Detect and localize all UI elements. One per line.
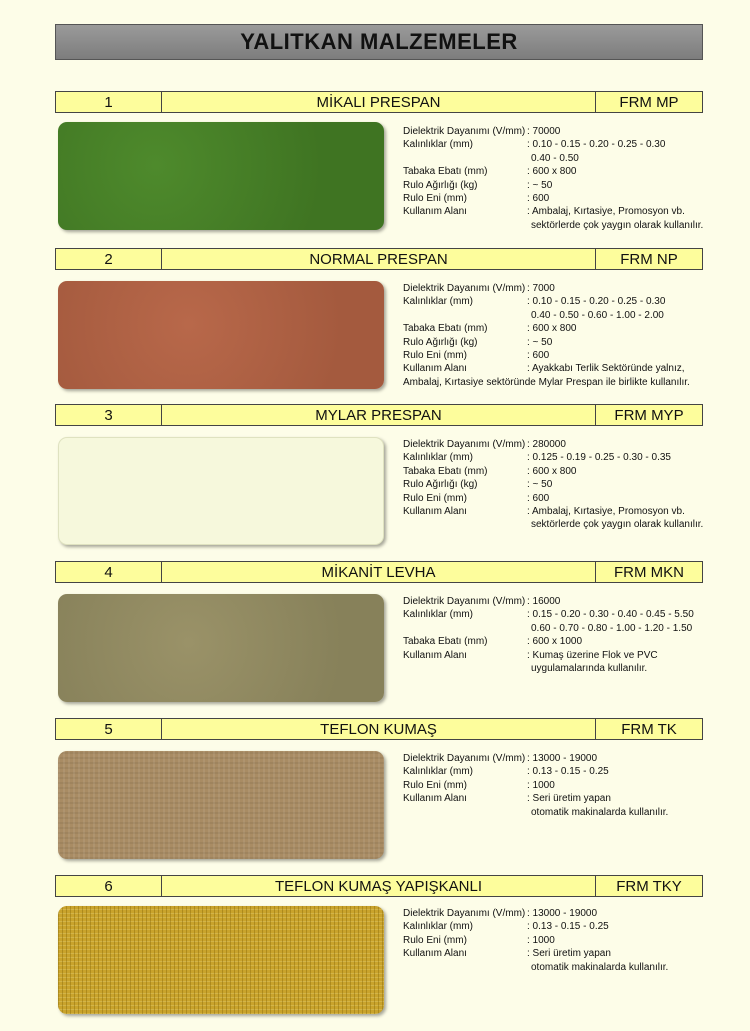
spec-label: Kullanım Alanı [403, 363, 467, 375]
spec-value: : 1000 [527, 934, 555, 946]
product-section-6 [55, 875, 703, 973]
spec-continuation: uygulamalarında kullanılır. [531, 663, 648, 675]
spec-row [403, 451, 713, 464]
product-section-4 [55, 561, 703, 675]
spec-label: Tabaka Ebatı (mm) [403, 636, 488, 648]
spec-continuation: otomatik makinalarda kullanılır. [531, 806, 669, 818]
spec-row [403, 492, 713, 505]
spec-row [403, 336, 713, 349]
spec-row [403, 295, 713, 308]
spec-label: Kalınlıklar (mm) [403, 139, 474, 151]
spec-row [403, 362, 713, 375]
spec-row [403, 322, 713, 335]
spec-row [403, 282, 713, 295]
spec-list [403, 752, 713, 819]
product-header [55, 875, 703, 897]
spec-label: Tabaka Ebatı (mm) [403, 465, 488, 477]
spec-label: Rulo Eni (mm) [403, 934, 467, 946]
spec-value: : Seri üretim yapan [527, 948, 611, 960]
spec-label: Kullanım Alanı [403, 948, 467, 960]
spec-value: : ~ 50 [527, 179, 553, 191]
product-code: FRM TK [621, 720, 677, 738]
spec-label: Tabaka Ebatı (mm) [403, 323, 488, 335]
spec-value: : ~ 50 [527, 479, 553, 491]
spec-row [403, 649, 713, 662]
spec-value: : 0.10 - 0.15 - 0.20 - 0.25 - 0.30 [527, 139, 666, 151]
product-section-1 [55, 91, 704, 231]
spec-value: : 600 [527, 193, 550, 205]
product-section-2 [55, 248, 703, 388]
product-code: FRM MYP [614, 406, 684, 424]
spec-row [403, 505, 713, 518]
spec-list [403, 125, 713, 232]
product-number: 6 [56, 876, 162, 896]
spec-row [403, 635, 713, 648]
spec-row [403, 920, 713, 933]
spec-label: Kullanım Alanı [403, 649, 467, 661]
product-code: FRM MKN [614, 563, 684, 581]
product-number: 5 [56, 719, 162, 739]
product-header [55, 718, 703, 740]
spec-row [403, 934, 713, 947]
material-swatch [58, 281, 384, 389]
spec-row [403, 125, 713, 138]
spec-row [403, 138, 713, 151]
product-name: NORMAL PRESPAN [162, 249, 596, 269]
page-title: YALITKAN MALZEMELER [55, 24, 703, 60]
spec-label: Rulo Eni (mm) [403, 779, 467, 791]
spec-list [403, 282, 713, 389]
spec-label: Dielektrik Dayanımı (V/mm) [403, 753, 526, 764]
spec-value: : 7000 [527, 283, 555, 294]
spec-list [403, 438, 713, 532]
spec-row [403, 595, 713, 608]
spec-value: : 1000 [527, 779, 555, 791]
spec-value: : 0.15 - 0.20 - 0.30 - 0.40 - 0.45 - 5.50 [527, 609, 694, 621]
spec-label: Dielektrik Dayanımı (V/mm) [403, 908, 526, 919]
spec-label: Kalınlıklar (mm) [403, 452, 474, 464]
spec-label: Kalınlıklar (mm) [403, 609, 474, 621]
spec-label: Kullanım Alanı [403, 793, 467, 805]
spec-value: : 0.13 - 0.15 - 0.25 [527, 921, 609, 933]
product-header [55, 91, 703, 113]
spec-value: : 0.10 - 0.15 - 0.20 - 0.25 - 0.30 [527, 296, 666, 308]
spec-row [403, 779, 713, 792]
product-header [55, 404, 703, 426]
spec-row [403, 438, 713, 451]
product-header [55, 561, 703, 583]
spec-value: : 13000 - 19000 [527, 753, 598, 764]
spec-value: : 280000 [527, 439, 566, 450]
spec-row [403, 192, 713, 205]
spec-value: : 600 [527, 350, 550, 362]
spec-label: Rulo Ağırlığı (kg) [403, 336, 478, 348]
spec-row [403, 349, 713, 362]
spec-list [403, 595, 713, 675]
product-code: FRM TKY [616, 877, 682, 895]
spec-continuation: 0.60 - 0.70 - 0.80 - 1.00 - 1.20 - 1.50 [531, 622, 693, 634]
spec-label: Dielektrik Dayanımı (V/mm) [403, 283, 526, 294]
spec-value: : 600 x 1000 [527, 636, 583, 648]
spec-value: : 70000 [527, 126, 561, 137]
spec-row [403, 465, 713, 478]
spec-value: : Ambalaj, Kırtasiye, Promosyon vb. [527, 506, 685, 518]
spec-row [403, 907, 713, 920]
spec-label: Rulo Eni (mm) [403, 193, 467, 205]
spec-continuation: 0.40 - 0.50 [531, 152, 579, 164]
spec-continuation: sektörlerde çok yaygın olarak kullanılır. [531, 519, 704, 531]
product-name: TEFLON KUMAŞ [162, 719, 596, 739]
spec-value: : ~ 50 [527, 336, 553, 348]
product-number: 4 [56, 562, 162, 582]
product-number: 1 [56, 92, 162, 112]
spec-value: : Seri üretim yapan [527, 793, 611, 805]
spec-label: Rulo Ağırlığı (kg) [403, 479, 478, 491]
product-header [55, 248, 703, 270]
spec-row [403, 752, 713, 765]
spec-label: Kalınlıklar (mm) [403, 766, 474, 778]
product-name: MYLAR PRESPAN [162, 405, 596, 425]
spec-value: : Ambalaj, Kırtasiye, Promosyon vb. [527, 206, 685, 218]
material-swatch [58, 122, 384, 230]
spec-value: : Kumaş üzerine Flok ve PVC [527, 649, 658, 661]
spec-value: : 13000 - 19000 [527, 908, 598, 919]
spec-continuation: sektörlerde çok yaygın olarak kullanılır. [531, 219, 704, 231]
product-section-3 [55, 404, 704, 531]
product-name: MİKALI PRESPAN [162, 92, 596, 112]
spec-value: : 0.125 - 0.19 - 0.25 - 0.30 - 0.35 [527, 452, 671, 464]
spec-label: Kalınlıklar (mm) [403, 921, 474, 933]
product-section-5 [55, 718, 703, 818]
product-code: FRM MP [619, 93, 679, 111]
spec-value: : Ayakkabı Terlik Sektöründe yalnız, [527, 363, 685, 375]
spec-row [403, 165, 713, 178]
spec-label: Kullanım Alanı [403, 506, 467, 518]
spec-label: Rulo Ağırlığı (kg) [403, 179, 478, 191]
spec-label: Dielektrik Dayanımı (V/mm) [403, 439, 526, 450]
material-swatch [58, 906, 384, 1014]
spec-row [403, 792, 713, 805]
spec-row [403, 179, 713, 192]
product-code: FRM NP [620, 250, 678, 268]
spec-label: Dielektrik Dayanımı (V/mm) [403, 126, 526, 137]
spec-row [403, 478, 713, 491]
spec-value: : 600 [527, 492, 550, 504]
spec-list [403, 907, 713, 974]
material-swatch [58, 751, 384, 859]
material-swatch [58, 437, 384, 545]
spec-continuation: 0.40 - 0.50 - 0.60 - 1.00 - 2.00 [531, 309, 664, 321]
spec-row [403, 608, 713, 621]
spec-note: Ambalaj, Kırtasiye sektöründe Mylar Prespan ile birlikte kullanılır. [403, 376, 690, 388]
spec-continuation: otomatik makinalarda kullanılır. [531, 961, 669, 973]
product-name: MİKANİT LEVHA [162, 562, 596, 582]
spec-row [403, 205, 713, 218]
spec-row [403, 947, 713, 960]
product-number: 3 [56, 405, 162, 425]
spec-value: : 600 x 800 [527, 465, 577, 477]
spec-row [403, 765, 713, 778]
spec-label: Rulo Eni (mm) [403, 350, 467, 362]
material-swatch [58, 594, 384, 702]
product-number: 2 [56, 249, 162, 269]
spec-value: : 16000 [527, 596, 561, 607]
spec-label: Kullanım Alanı [403, 206, 467, 218]
spec-value: : 600 x 800 [527, 166, 577, 178]
spec-label: Kalınlıklar (mm) [403, 296, 474, 308]
spec-label: Dielektrik Dayanımı (V/mm) [403, 596, 526, 607]
spec-value: : 600 x 800 [527, 323, 577, 335]
spec-value: : 0.13 - 0.15 - 0.25 [527, 766, 609, 778]
product-name: TEFLON KUMAŞ YAPIŞKANLI [162, 876, 596, 896]
spec-label: Rulo Eni (mm) [403, 492, 467, 504]
spec-label: Tabaka Ebatı (mm) [403, 166, 488, 178]
